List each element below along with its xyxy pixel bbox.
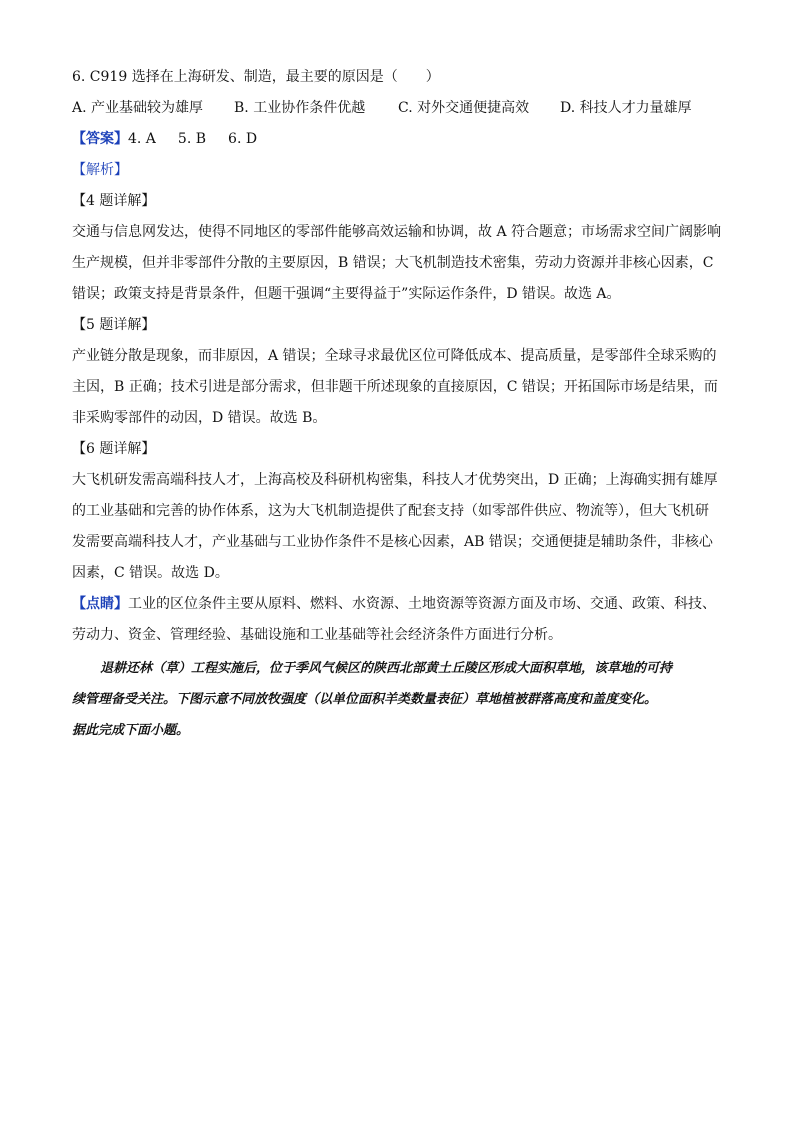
question-6-stem: 6. C919 选择在上海研发、制造，最主要的原因是（ ） xyxy=(72,69,440,85)
answer-row xyxy=(72,124,722,155)
tip-label: 【点睛】 xyxy=(72,596,128,612)
material-line: 退耕还林（草）工程实施后，位于季风气候区的陕西北部黄土丘陵区形成大面积草地，该草地的可持 xyxy=(100,661,673,676)
answer-6: 6. D xyxy=(228,131,258,147)
detail-4-line: 生产规模，但并非零部件分散的主要原因，B 错误；大飞机制造技术密集，劳动力资源并非核心因素，C xyxy=(72,255,714,271)
detail-4-text xyxy=(72,217,722,310)
detail-5-heading: 【5 题详解】 xyxy=(72,317,156,333)
detail-5-line: 主因，B 正确；技术引进是部分需求，但非题干所述现象的直接原因，C 错误；开拓国际市场是结果，而 xyxy=(72,379,718,395)
detail-6-text xyxy=(72,465,722,589)
detail-4-heading: 【4 题详解】 xyxy=(72,193,156,209)
material-passage xyxy=(72,653,722,746)
answer-label: 【答案】 xyxy=(72,131,128,147)
option-d: D. 科技人才力量雄厚 xyxy=(560,100,692,116)
detail-5-line: 非采购零部件的动因，D 错误。故选 B。 xyxy=(72,410,327,426)
detail-4-line: 交通与信息网发达，使得不同地区的零部件能够高效运输和协调，故 A 符合题意；市场需求空间广阔影响 xyxy=(72,224,722,240)
detail-4-line: 错误；政策支持是背景条件，但题干强调“主要得益于”实际运作条件，D 错误。故选 A。 xyxy=(72,286,621,302)
detail-6-line: 发需要高端科技人才，产业基础与工业协作条件不是核心因素，AB 错误；交通便捷是辅助条件，非核心 xyxy=(72,534,713,550)
option-b: B. 工业协作条件优越 xyxy=(234,100,366,116)
detail-6-line: 因素，C 错误。故选 D。 xyxy=(72,565,229,581)
question-6-options xyxy=(72,93,722,124)
document-page xyxy=(72,62,722,746)
material-line: 据此完成下面小题。 xyxy=(72,723,190,738)
detail-5-text xyxy=(72,341,722,434)
tip-line: 劳动力、资金、管理经验、基础设施和工业基础等社会经济条件方面进行分析。 xyxy=(72,627,562,643)
detail-6-heading: 【6 题详解】 xyxy=(72,441,156,457)
detail-5-line: 产业链分散是现象，而非原因，A 错误；全球寻求最优区位可降低成本、提高质量，是零部件全球采购的 xyxy=(72,348,717,364)
answer-5: 5. B xyxy=(177,131,207,147)
detail-6-line: 大飞机研发需高端科技人才，上海高校及科研机构密集，科技人才优势突出，D 正确；上海确实拥有雄厚 xyxy=(72,472,718,488)
answer-4: 4. A xyxy=(128,131,156,147)
tip-line-1: 工业的区位条件主要从原料、燃料、水资源、土地资源等资源方面及市场、交通、政策、科技、 xyxy=(128,596,716,612)
detail-6-line: 的工业基础和完善的协作体系，这为大飞机制造提供了配套支持（如零部件供应、物流等），但大飞机研 xyxy=(72,503,709,519)
tip-text xyxy=(72,589,722,651)
option-a: A. 产业基础较为雄厚 xyxy=(72,100,204,116)
analysis-label: 【解析】 xyxy=(72,162,128,178)
tip-line xyxy=(72,589,722,620)
material-line: 续管理备受关注。下图示意不同放牧强度（以单位面积羊类数量表征）草地植被群落高度和盖度变化。 xyxy=(72,692,658,707)
option-c: C. 对外交通便捷高效 xyxy=(398,100,530,116)
